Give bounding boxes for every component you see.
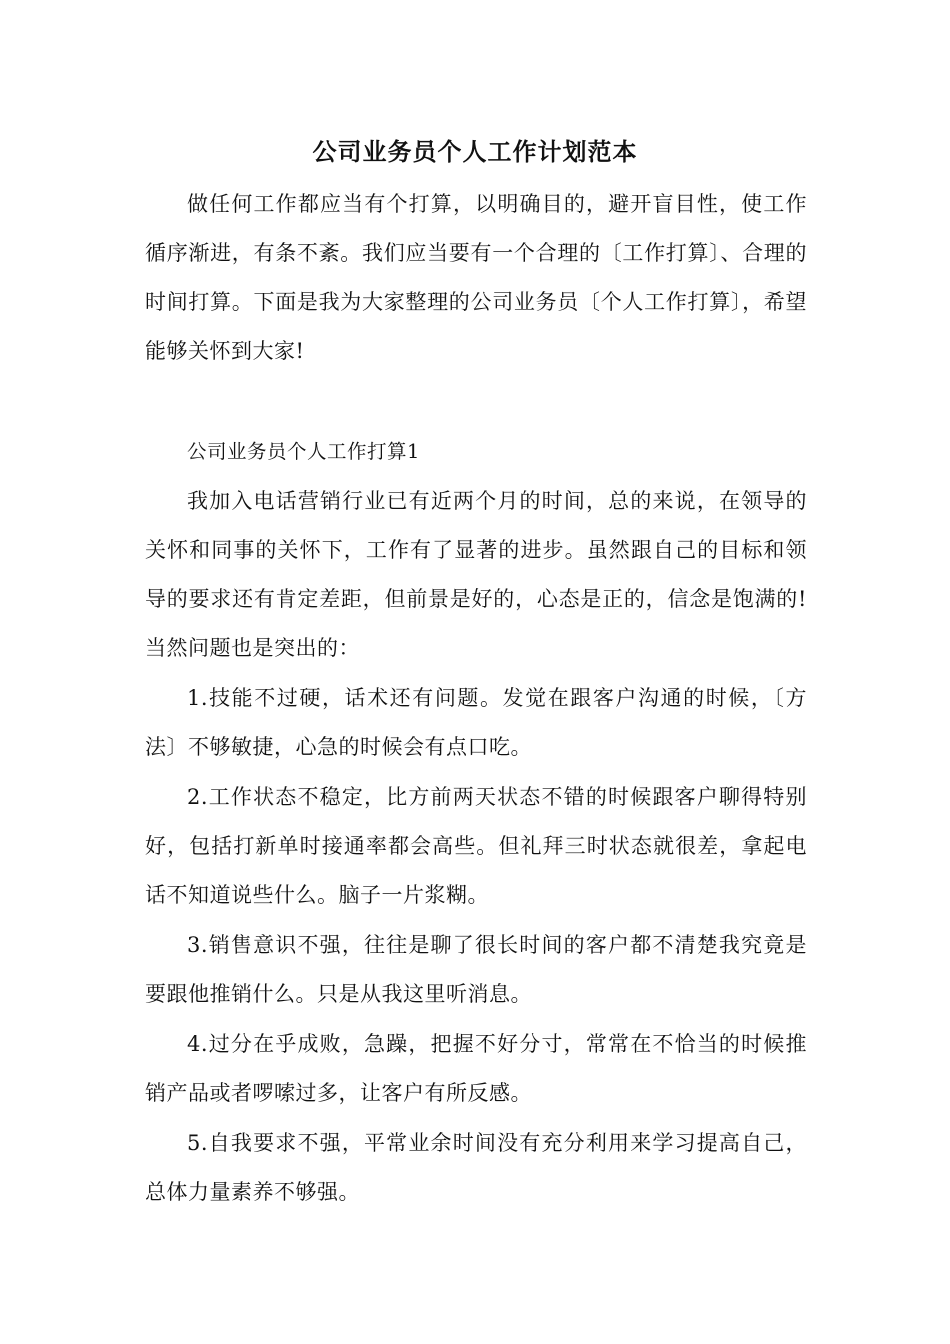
body-paragraph: 我加入电话营销行业已有近两个月的时间，总的来说，在领导的关怀和同事的关怀下，工作有了显著的进步。虽然跟自己的目标和领导的要求还有肯定差距，但前景是好的，心态是正的，信念是饱满的!当然问题也是突出的： [145,489,807,660]
list-item: 3.销售意识不强，往往是聊了很长时间的客户都不清楚我究竟是要跟他推销什么。只是从我这里听消息。 [145,933,807,1006]
document-title: 公司业务员个人工作计划范本 [312,137,638,166]
list-item: 5.自我要求不强，平常业余时间没有充分利用来学习提高自己，总体力量素养不够强。 [145,1131,807,1204]
list-item: 4.过分在乎成败，急躁，把握不好分寸，常常在不恰当的时候推销产品或者啰嗦过多，让客户有所反感。 [145,1032,807,1105]
list-item: 2.工作状态不稳定，比方前两天状态不错的时候跟客户聊得特别好，包括打新单时接通率都会高些。但礼拜三时状态就很差，拿起电话不知道说些什么。脑子一片浆糊。 [145,785,807,907]
intro-paragraph: 做任何工作都应当有个打算，以明确目的，避开盲目性，使工作循序渐进，有条不紊。我们应当要有一个合理的〔工作打算〕、合理的时间打算。下面是我为大家整理的公司业务员〔个人工作打算〕，希望能够关怀到大家! [145,192,807,363]
section-heading: 公司业务员个人工作打算1 [187,440,420,463]
list-item: 1.技能不过硬，话术还有问题。发觉在跟客户沟通的时候，〔方法〕不够敏捷，心急的时候会有点口吃。 [145,686,807,759]
